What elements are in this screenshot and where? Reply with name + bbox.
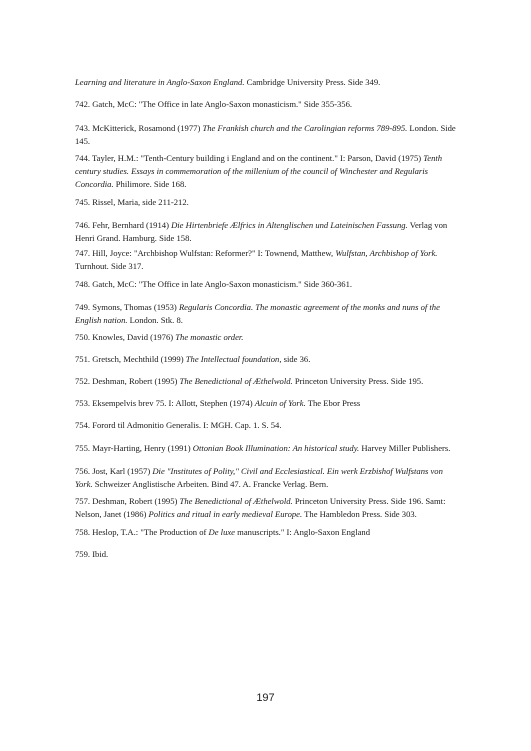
note-742 xyxy=(75,98,460,111)
note-text: 748. Gatch, McC: "The Office in late Anglo-Saxon monasticism." Side 360-361. xyxy=(75,279,353,289)
note-title-italic: Wulfstan, Archbishop of York. xyxy=(335,248,438,258)
note-743 xyxy=(75,122,460,148)
note-748 xyxy=(75,278,460,291)
note-text: 758. Heslop, T.A.: "The Production of xyxy=(75,527,209,537)
note-title-italic: The Benedictional of Æthelwold. xyxy=(179,496,293,506)
note-753 xyxy=(75,397,460,410)
note-text: Schweizer Anglistische Arbeiten. Bind 47. A. Francke Verlag. Bern. xyxy=(92,479,329,489)
note-text: Cambridge University Press. Side 349. xyxy=(244,77,381,87)
note-title-italic: Learning and literature in Anglo-Saxon England. xyxy=(75,77,245,87)
note-745 xyxy=(75,196,460,209)
note-title-italic: Politics and ritual in early medieval Europe. xyxy=(148,509,303,519)
note-755 xyxy=(75,442,460,455)
note-text: 746. Fehr, Bernhard (1914) xyxy=(75,220,172,230)
note-text: 747. Hill, Joyce: "Archbishop Wulfstan: Reformer?" I: Townend, Matthew, xyxy=(75,248,336,258)
note-title-italic: The Frankish church and the Carolingian reforms 789-895. xyxy=(202,123,408,133)
note-text: 750. Knowles, David (1976) xyxy=(75,332,176,342)
note-text: manuscripts." I: Anglo-Saxon England xyxy=(235,527,371,537)
note-title-italic: Alcuin of York. xyxy=(254,398,306,408)
note-text: 755. Mayr-Harting, Henry (1991) xyxy=(75,443,193,453)
note-text: The Hambledon Press. Side 303. xyxy=(302,509,417,519)
note-text: 756. Jost, Karl (1957) xyxy=(75,466,153,476)
note-text: Philimore. Side 168. xyxy=(113,179,187,189)
note-continuation xyxy=(75,76,460,89)
note-text: 757. Deshman, Robert (1995) xyxy=(75,496,180,506)
note-text: London. Stk. 8. xyxy=(127,315,183,325)
note-756 xyxy=(75,465,460,491)
note-title-italic: Regularis Concordia. The monastic agreement of the monks and nuns of the English nation. xyxy=(75,302,440,325)
note-text: 759. Ibid. xyxy=(75,549,109,559)
note-title-italic: Ottonian Book Illumination: An historical study. xyxy=(192,443,360,453)
note-text: Princeton University Press. Side 195. xyxy=(292,376,424,386)
note-text: 745. Rissel, Maria, side 211-212. xyxy=(75,197,189,207)
note-754 xyxy=(75,419,460,432)
note-746 xyxy=(75,219,460,245)
note-text: 752. Deshman, Robert (1995) xyxy=(75,376,180,386)
note-text: 751. Gretsch, Mechthild (1999) xyxy=(75,354,186,364)
note-757 xyxy=(75,495,460,521)
note-text: 744. Tayler, H.M.: "Tenth-Century building i England and on the continent." I: Parson, David (1975) xyxy=(75,153,424,163)
note-751 xyxy=(75,353,460,366)
note-title-italic: The monastic order. xyxy=(175,332,244,342)
note-text: Princeton University Press. Side 196. Samt: Nelson, Janet (1986) xyxy=(75,496,446,519)
note-744 xyxy=(75,152,460,191)
note-747 xyxy=(75,247,460,273)
note-title-italic: Tenth century studies. Essays in commemoration of the millenium of the council of Winchester and Regularis Concordia. xyxy=(75,153,443,189)
note-text: 754. Forord til Admonitio Generalis. I: MGH. Cap. 1. S. 54. xyxy=(75,420,282,430)
note-text: Verlag von Henri Grand. Hamburg. Side 158. xyxy=(75,220,448,243)
note-text: The Ebor Press xyxy=(305,398,361,408)
note-text: London. Side 145. xyxy=(75,123,456,146)
note-text: , side 36. xyxy=(279,354,311,364)
note-text: 749. Symons, Thomas (1953) xyxy=(75,302,179,312)
note-text: Turnhout. Side 317. xyxy=(75,261,144,271)
note-title-italic: De luxe xyxy=(208,527,235,537)
note-title-italic: Die "Institutes of Polity," Civil and Ecclesiastical. Ein werk Erzbishof Wulfstans von York. xyxy=(75,466,443,489)
note-749 xyxy=(75,301,460,327)
note-text: 743. McKitterick, Rosamond (1977) xyxy=(75,123,203,133)
note-752 xyxy=(75,375,460,388)
note-758 xyxy=(75,526,460,539)
note-750 xyxy=(75,331,460,344)
note-text: 753. Eksempelvis brev 75. I: Allott, Stephen (1974) xyxy=(75,398,255,408)
note-title-italic: The Benedictional of Æthelwold. xyxy=(179,376,293,386)
note-title-italic: The Intellectual foundation xyxy=(185,354,280,364)
note-text: Harvey Miller Publishers. xyxy=(359,443,451,453)
page-number: 197 xyxy=(256,692,275,704)
note-title-italic: Die Hirtenbriefe Ælfrics in Altenglischen und Lateinischen Fassung. xyxy=(171,220,408,230)
note-text: 742. Gatch, McC: "The Office in late Anglo-Saxon monasticism." Side 355-356. xyxy=(75,99,353,109)
note-759 xyxy=(75,548,460,561)
